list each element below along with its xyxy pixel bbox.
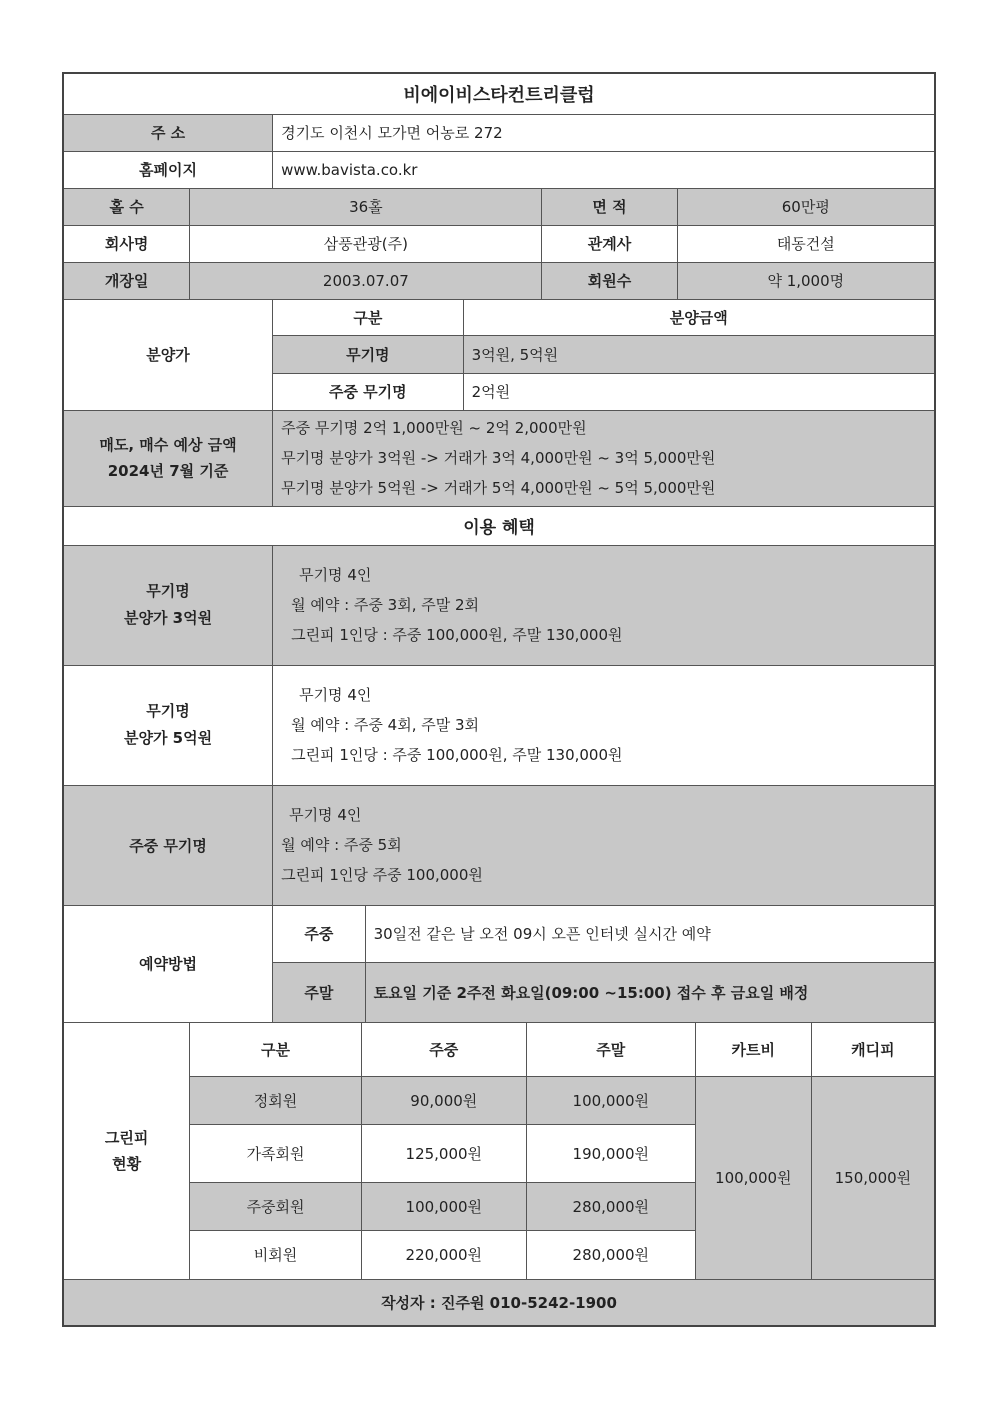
benefit-line: 월 예약 : 주중 5회 [281,836,402,854]
benefit-line: 월 예약 : 주중 4회, 주말 3회 [291,716,480,734]
company-label: 회사명 [63,225,190,262]
benefit-label-line: 무기명 [146,582,190,600]
greenfee-weekend: 280,000원 [526,1231,695,1279]
trade-estimate-line: 무기명 분양가 5억원 -> 거래가 5억 4,000만원 ~ 5억 5,000만원 [281,479,716,497]
opening-label: 개장일 [63,262,190,299]
sale-price-cell [273,299,935,410]
benefits-header: 이용 혜택 [63,506,935,545]
golf-club-info-sheet [62,72,936,1327]
sale-price-type: 주중 무기명 [273,373,463,409]
greenfee-type: 정회원 [190,1077,361,1125]
greenfee-weekday: 220,000원 [361,1231,526,1279]
benefit-label-line: 무기명 [146,702,190,720]
benefit-line: 무기명 4인 [299,566,372,584]
members-value: 약 1,000명 [677,262,935,299]
benefit-detail [273,545,935,665]
greenfee-header: 캐디피 [811,1023,934,1077]
trade-estimate-label [63,410,273,506]
greenfee-label-line: 현황 [112,1154,142,1173]
club-title: 비에이비스타컨트리클럽 [63,73,935,114]
sale-price-amount: 2억원 [463,373,934,409]
reservation-weekday-text: 30일전 같은 날 오전 09시 오픈 인터넷 실시간 예약 [365,906,934,963]
caddie-fee: 150,000원 [811,1077,934,1279]
benefit-detail [273,785,935,905]
greenfee-type: 비회원 [190,1231,361,1279]
reservation-label: 예약방법 [63,905,273,1022]
reservation-cell [273,905,935,1022]
greenfee-weekend: 100,000원 [526,1077,695,1125]
holes-value: 36홀 [190,188,542,225]
greenfee-header: 주중 [361,1023,526,1077]
sale-price-amount: 3억원, 5억원 [463,336,934,373]
greenfee-type: 주중회원 [190,1183,361,1231]
area-label: 면 적 [542,188,677,225]
area-value: 60만평 [677,188,935,225]
trade-estimate-line: 주중 무기명 2억 1,000만원 ~ 2억 2,000만원 [281,419,587,437]
sale-price-label: 분양가 [63,299,273,410]
greenfee-header: 주말 [526,1023,695,1077]
homepage-label: 홈페이지 [63,151,273,188]
company-value: 삼풍관광(주) [190,225,542,262]
address-label: 주 소 [63,114,273,151]
info-table [62,72,936,1327]
benefit-line: 그린피 1인당 주중 100,000원 [281,866,483,884]
greenfee-header: 카트비 [695,1023,811,1077]
reservation-weekend-label: 주말 [273,963,365,1022]
greenfee-type: 가족회원 [190,1125,361,1183]
greenfee-label [63,1022,190,1279]
reservation-table [273,906,934,1022]
benefit-line: 무기명 4인 [299,686,372,704]
benefit-label [63,665,273,785]
reservation-weekday-label: 주중 [273,906,365,963]
trade-estimate-label-line: 매도, 매수 예상 금액 [99,436,237,454]
sale-price-table [273,300,934,410]
reservation-weekend-text: 토요일 기준 2주전 화요일(09:00 ~15:00) 접수 후 금요일 배정 [365,963,934,1022]
benefit-line: 그린피 1인당 : 주중 100,000원, 주말 130,000원 [291,626,623,644]
affiliate-value: 태동건설 [677,225,935,262]
affiliate-label: 관계사 [542,225,677,262]
greenfee-weekend: 190,000원 [526,1125,695,1183]
cart-fee: 100,000원 [695,1077,811,1279]
benefit-label-line: 분양가 5억원 [123,729,213,747]
table-row [190,1077,934,1125]
trade-estimate-label-line: 2024년 7월 기준 [107,462,229,480]
trade-estimate-line: 무기명 분양가 3억원 -> 거래가 3억 4,000만원 ~ 3억 5,000만원 [281,449,716,467]
sale-price-col-type: 구분 [273,300,463,336]
greenfee-header: 구분 [190,1023,361,1077]
homepage-link[interactable]: www.bavista.co.kr [273,151,935,188]
address-value: 경기도 이천시 모가면 어농로 272 [273,114,935,151]
holes-label: 홀 수 [63,188,190,225]
trade-estimate-values [273,410,935,506]
benefit-line: 무기명 4인 [289,806,362,824]
greenfee-cell [190,1022,935,1279]
greenfee-weekday: 125,000원 [361,1125,526,1183]
greenfee-weekday: 90,000원 [361,1077,526,1125]
greenfee-label-line: 그린피 [104,1128,149,1147]
greenfee-table [190,1023,934,1279]
greenfee-weekend: 280,000원 [526,1183,695,1231]
benefit-line: 그린피 1인당 : 주중 100,000원, 주말 130,000원 [291,746,623,764]
sale-price-col-amount: 분양금액 [463,300,934,336]
sale-price-type: 무기명 [273,336,463,373]
author-footer: 작성자 : 진주원 010-5242-1900 [63,1279,935,1326]
benefit-label: 주중 무기명 [63,785,273,905]
greenfee-weekday: 100,000원 [361,1183,526,1231]
benefit-label [63,545,273,665]
opening-value: 2003.07.07 [190,262,542,299]
benefit-detail [273,665,935,785]
benefit-line: 월 예약 : 주중 3회, 주말 2회 [291,596,480,614]
benefit-label-line: 분양가 3억원 [123,609,213,627]
members-label: 회원수 [542,262,677,299]
